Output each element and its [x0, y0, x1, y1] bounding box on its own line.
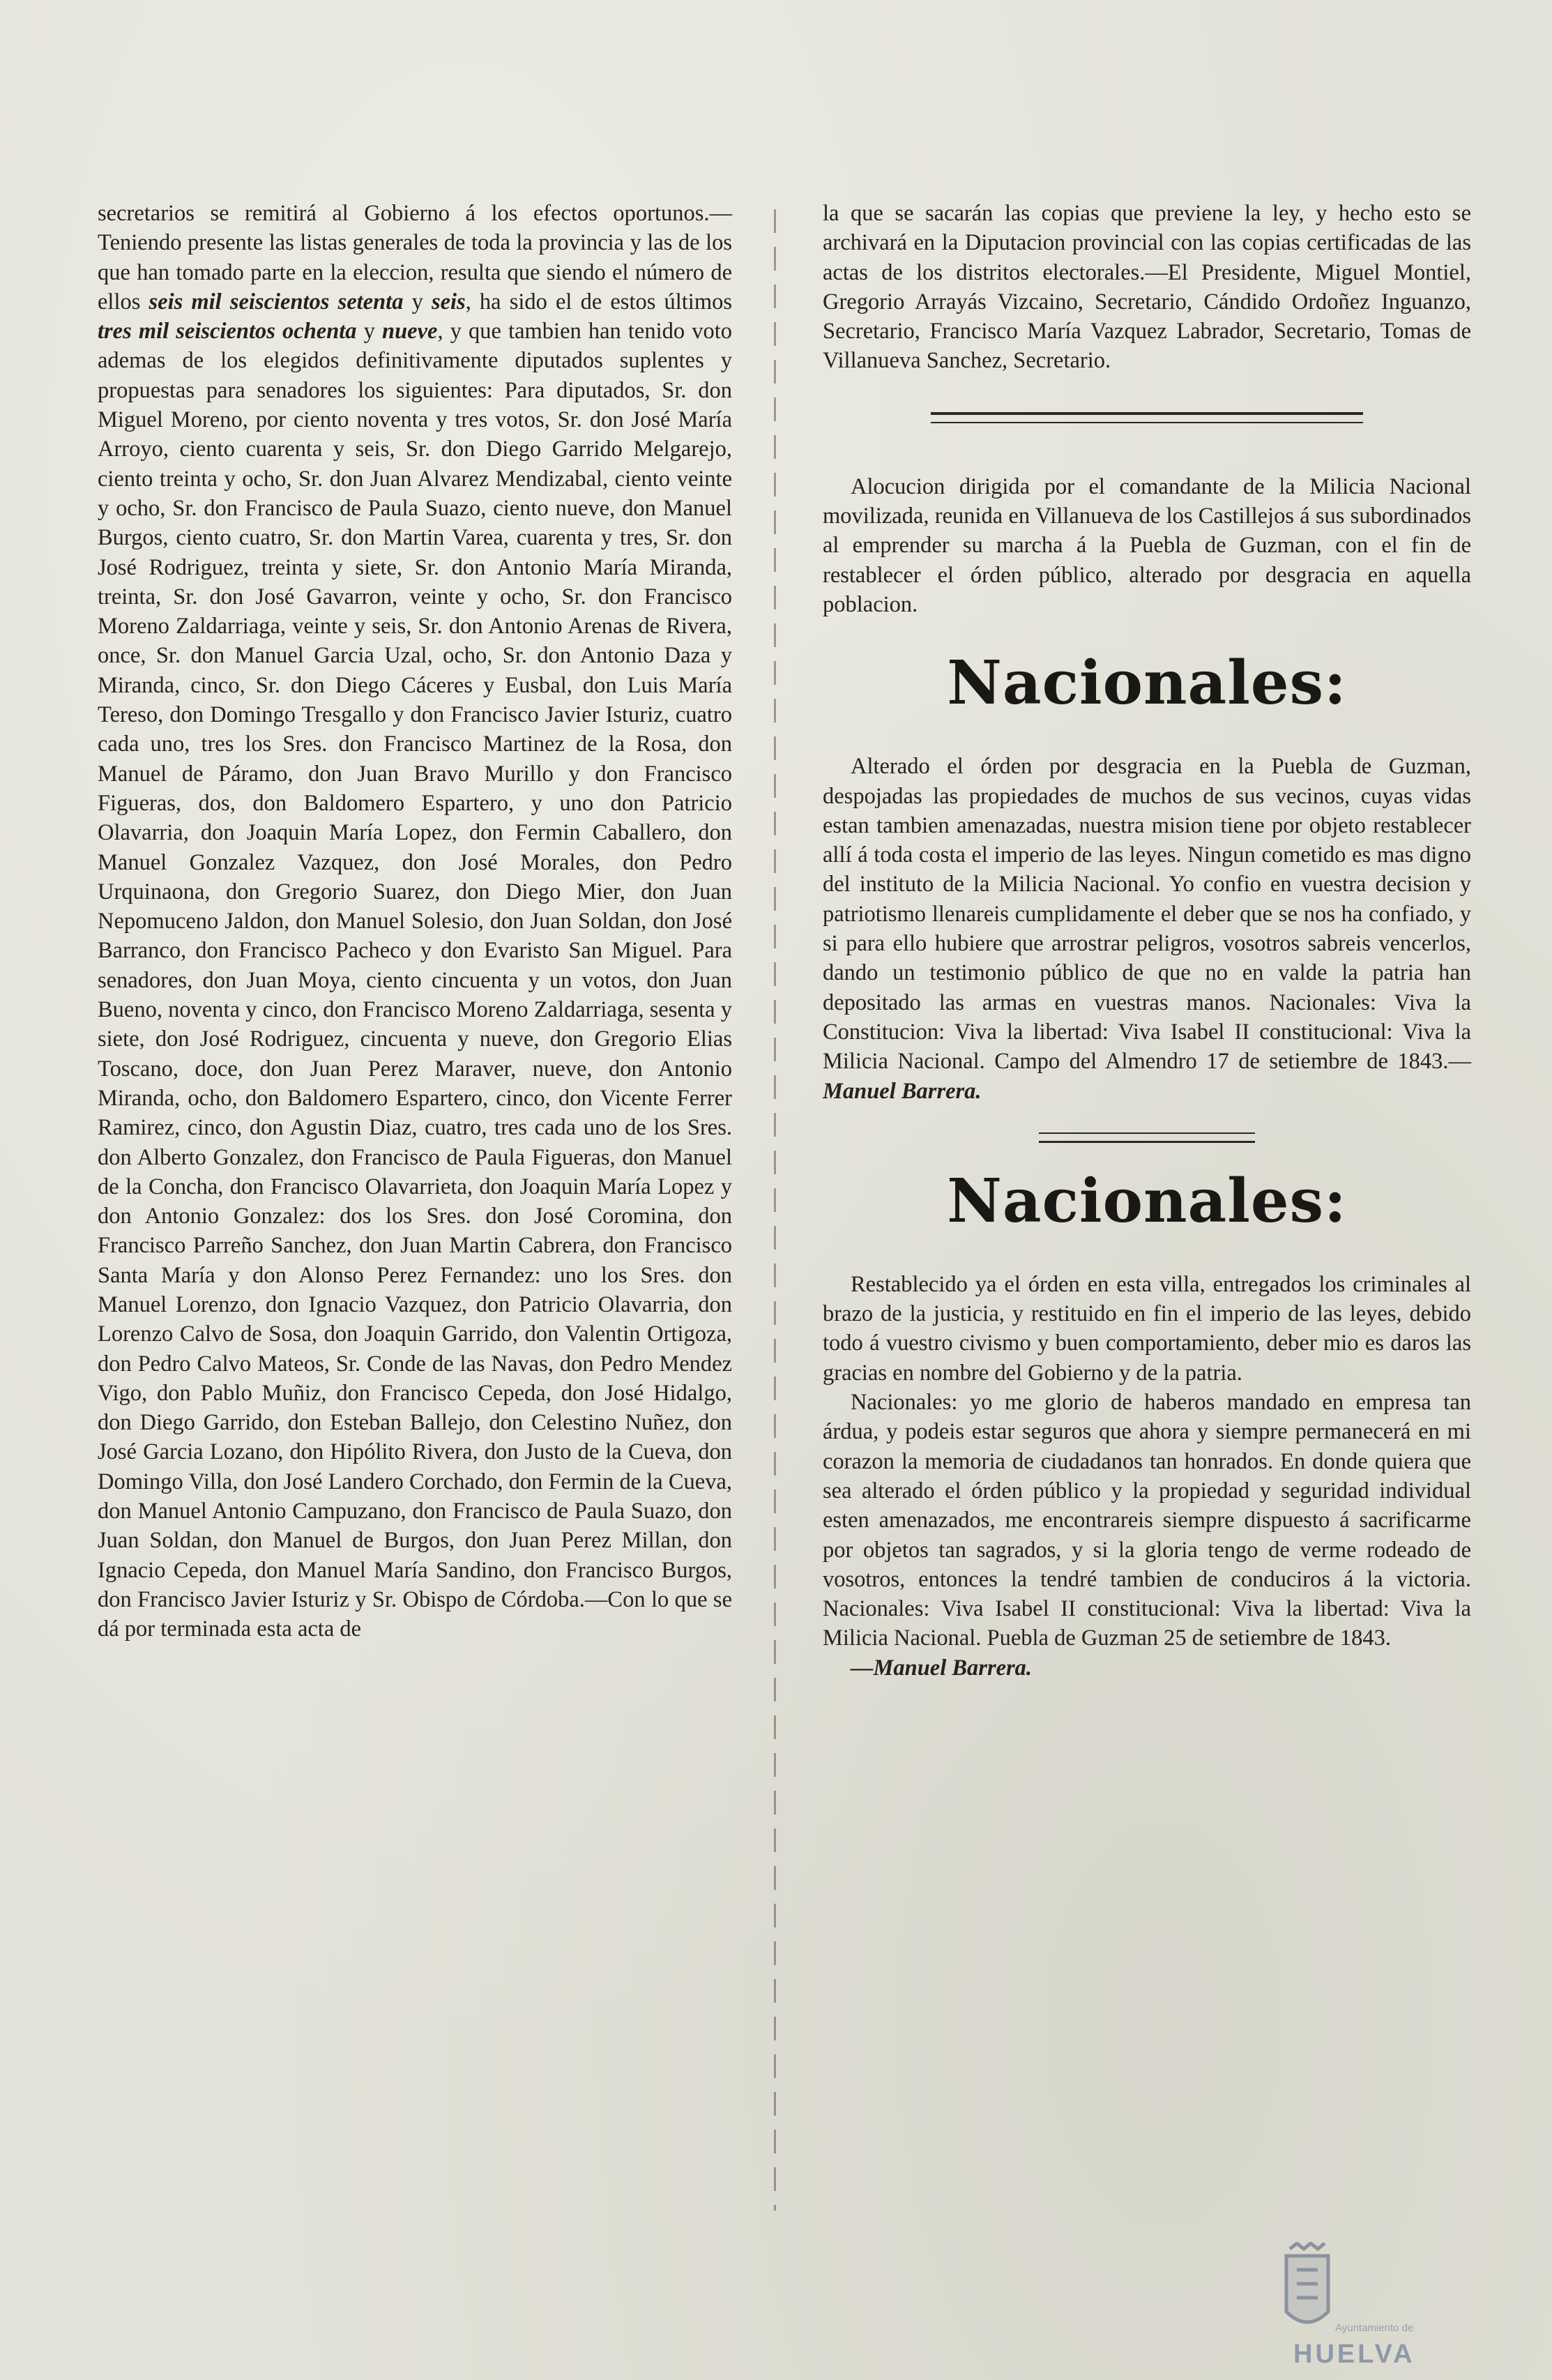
section-divider — [1039, 1132, 1255, 1143]
emphasis-number: tres mil seiscientos ochenta — [98, 319, 357, 344]
address-text-2a: Restablecido ya el órden en esta villa, entregados los criminales al brazo de la justicia, y restituido en fin el imperio de las leyes, debido todo á vuestro civismo y buen comportamiento, deber mio es daros las gracias en nombre del Gobierno y de la patria. — [823, 1271, 1471, 1386]
act-text-part: y — [403, 289, 432, 314]
emphasis-number: seis — [431, 289, 466, 314]
signature: Manuel Barrera. — [823, 1078, 982, 1104]
emphasis-number: seis mil seiscientos setenta — [149, 289, 404, 314]
left-column — [98, 199, 732, 1644]
watermark-org: Ayuntamiento de — [1335, 2322, 1414, 2334]
heading-nacionales-2: Nacionales: — [947, 1165, 1347, 1236]
heading-nacionales-1: Nacionales: — [947, 648, 1347, 719]
section-divider — [931, 412, 1363, 423]
act-text-part: , y que tambien han tenido voto ademas de los elegidos definitivamente diputados suplentes y propuestas para senadores los siguientes: Para diputados, Sr. don Miguel Moreno, por ciento noventa y tres votos, Sr. don José María Arroyo, ciento cuarenta y seis, Sr. don Diego Garrido Melgarejo, ciento treinta y ocho, Sr. don Juan Alvarez Mendizabal, ciento veinte y ocho, Sr. don Francisco de Paula Suazo, ciento nueve, don Manuel Burgos, ciento cuatro, Sr. don Martin Varea, cuarenta y tres, Sr. don José Rodriguez, treinta y siete, Sr. don Antonio María Miranda, treinta, Sr. don José Gavarron, veinte y ocho, Sr. don Francisco Moreno Zaldarriaga, veinte y seis, Sr. don Antonio Arenas de Rivera, once, Sr. don Manuel Garcia Uzal, ocho, Sr. don Antonio Daza y Miranda, cinco, Sr. don Diego Cáceres y Eusbal, don Luis María Tereso, don Domingo Tresgallo y don Francisco Javier Isturiz, cuatro cada uno, tres los Sres. don Francisco Martinez de la Rosa, don Manuel de Páramo, don Juan Bravo Murillo y don Francisco Figueras, dos, don Baldomero Espartero, y uno don Patricio Olavarria, don Joaquin María Lopez, don Fermin Caballero, don Manuel Gonzalez Vazquez, don José Morales, don Pedro Urquinaona, don Gregorio Suarez, don Diego Mier, don Juan Nepomuceno Jaldon, don Manuel Solesio, don Juan Soldan, don José Barranco, don Francisco Pacheco y don Evaristo San Miguel. Para senadores, don Juan Moya, ciento cincuenta y un votos, don Juan Bueno, noventa y cinco, don Francisco Moreno Zaldarriaga, sesenta y siete, don José Rodriguez, cincuenta y nueve, don Gregorio Elias Toscano, doce, don Juan Perez Maraver, nueve, don Antonio Miranda, ocho, don Baldomero Espartero, cinco, don Vicente Ferrer Ramirez, cinco, don Agustin Diaz, cuatro, tres cada uno de los Sres. don Alberto Gonzalez, don Francisco de Paula Figueras, don Manuel de la Concha, don Francisco Olavarrieta, don Joaquin María Lopez y don Antonio Gonzalez: dos los Sres. don José Coromina, don Francisco Parreño Sanchez, don Juan Martin Cabrera, don Francisco Santa María y don Alonso Perez Fernandez: uno los Sres. don Manuel Lorenzo, don Ignacio Vazquez, don Patricio Olavarria, don Lorenzo Calvo de Sosa, don Joaquin Garrido, don Valentin Ortigoza, don Pedro Calvo Mateos, Sr. Conde de las Navas, don Pedro Mendez Vigo, don Pablo Muñiz, don Francisco Cepeda, don José Hidalgo, don Diego Garrido, don Esteban Ballejo, don Celestino Nuñez, don José Garcia Lozano, don Hipólito Rivera, don Justo de la Cueva, don Domingo Villa, don José Landero Corchado, don Fermin de la Cueva, don Manuel Antonio Campuzano, don Francisco de Paula Suazo, don Juan Soldan, don Manuel de Burgos, don Juan Perez Millan, don Ignacio Cepeda, don Manuel María Sandino, don Francisco Burgos, don Francisco Javier Isturiz y Sr. Obispo de Córdoba.—Con lo que se dá por terminada esta acta de — [98, 319, 733, 1642]
right-column — [823, 199, 1471, 1683]
act-text-part: , ha sido el de estos últimos — [465, 289, 732, 314]
address-text-2b: Nacionales: yo me glorio de haberos mandado en empresa tan árdua, y podeis estar seguros que ahora y siempre permanecerá en mi corazon la memoria de ciudadanos tan honrados. En donde quiera que sea alterado el órden público y la propiedad y seguridad individual esten amenazados, me encontrareis siempre dispuesto á sacrificarme por objetos tan sagrados, y si la gloria tengo de verme rodeado de vosotros, entonces la tendré tambien de conduciros á la victoria. Nacionales: Viva Isabel II constitucional: Viva la libertad: Viva la Milicia Nacional. Puebla de Guzman 25 de setiembre de 1843. — [823, 1390, 1471, 1651]
alocucion-intro: Alocucion dirigida por el comandante de la Milicia Nacional movilizada, reunida en Villanueva de los Castillejos á sus subordinados al emprender su marcha á la Puebla de Guzman, con el fin de restablecer el órden público, alterado por desgracia en aquella poblacion. — [823, 473, 1471, 617]
act-text-part: secretarios se remitirá al Gobierno á los efectos oportunos.—Teniendo presente las listas generales de toda la provincia y las de los que han tomado parte en la eleccion, resulta que siendo el número de ellos — [98, 201, 732, 314]
act-text-part: y — [356, 319, 383, 344]
column-divider — [774, 209, 776, 2211]
election-act-text — [98, 199, 732, 1644]
address-text-1 — [823, 752, 1471, 1106]
signature: —Manuel Barrera. — [851, 1655, 1033, 1681]
emphasis-number: nueve — [382, 319, 438, 344]
watermark-name: HUELVA — [1293, 2340, 1415, 2369]
address-body: Alterado el órden por desgracia en la Puebla de Guzman, despojadas las propiedades de muchos de sus vecinos, cuyas vidas estan tambien amenazadas, nuestra mision tiene por objeto restablecer allí á toda costa el imperio de las leyes. Ningun cometido es mas digno del instituto de la Milicia Nacional. Yo confio en vuestra decision y patriotismo llenareis cumplidamente el deber que se nos ha confiado, y si para ello hubiere que arrostrar peligros, vosotros sabreis vencerlos, dando un testimonio público de que no en valde la patria han depositado las armas en vuestras manos. Nacionales: Viva la Constitucion: Viva la libertad: Viva Isabel II constitucional: Viva la Milicia Nacional. Campo del Almendro 17 de setiembre de 1843.— — [823, 754, 1471, 1075]
signature-line — [823, 1653, 1471, 1683]
act-continuation: la que se sacarán las copias que previene la ley, y hecho esto se archivará en la Diputacion provincial con las copias certificadas de las actas de los distritos electorales.—El Presidente, Miguel Montiel, Gregorio Arrayás Vizcaino, Secretario, Cándido Ordoñez Inguanzo, Secretario, Francisco María Vazquez Labrador, Secretario, Tomas de Villanueva Sanchez, Secretario. — [823, 201, 1471, 374]
